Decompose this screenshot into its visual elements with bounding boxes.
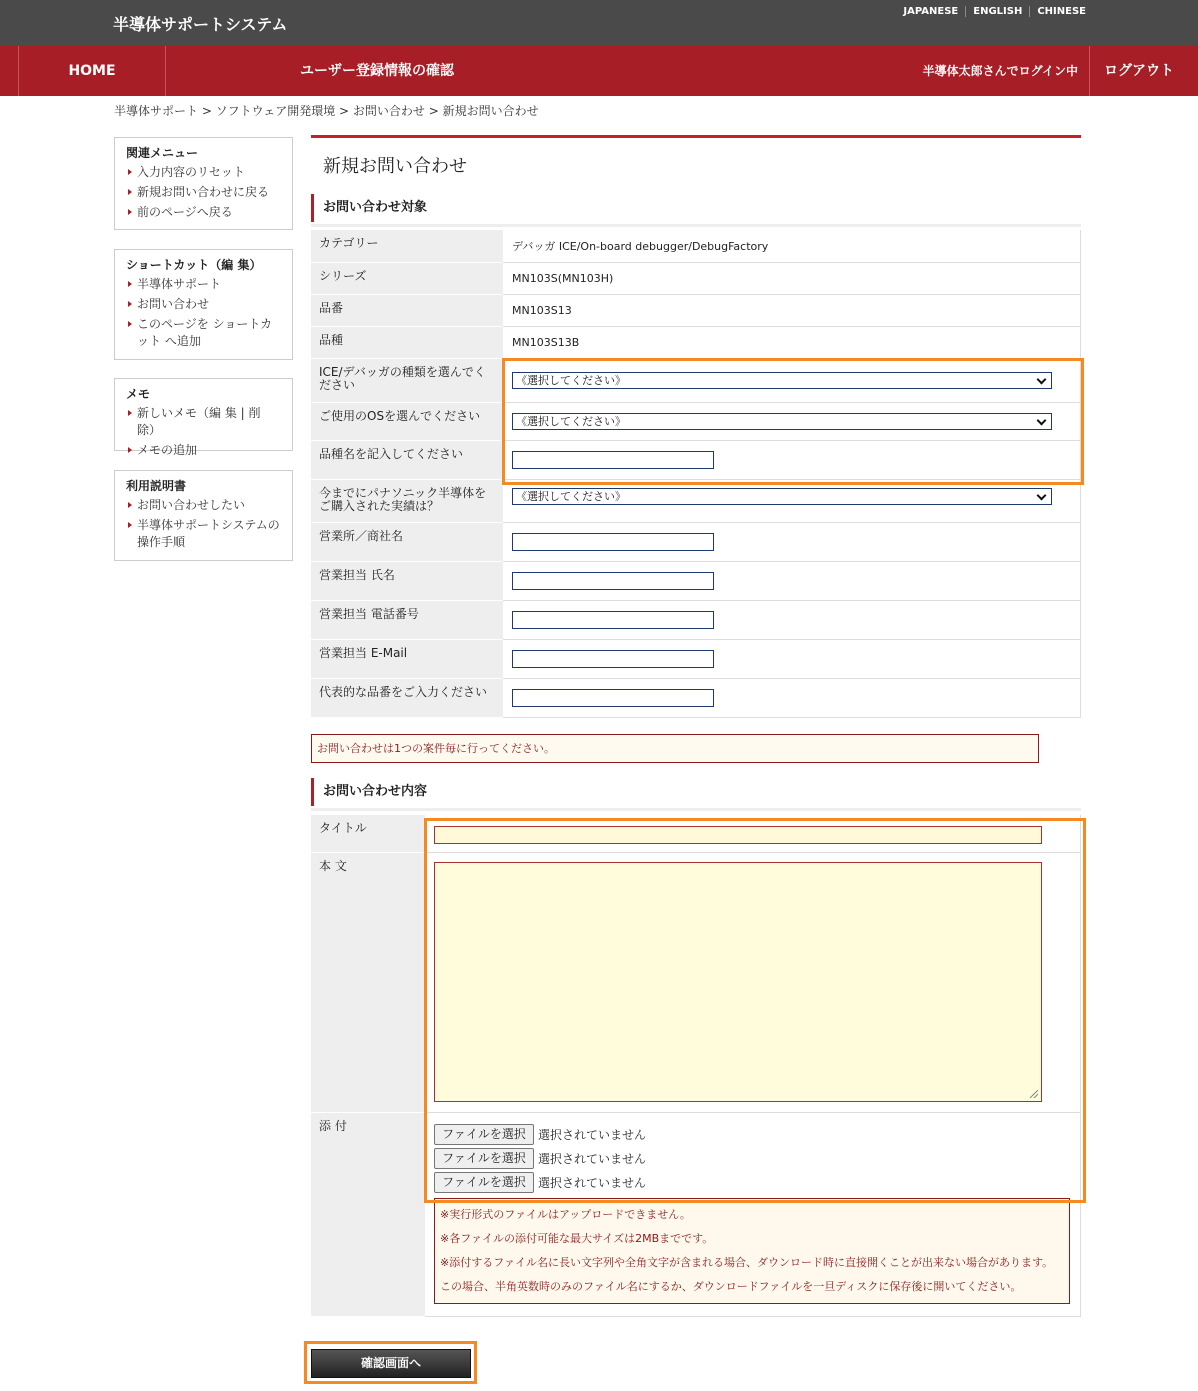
sidebar-link-add-memo[interactable]: メモの追加 [126,442,282,459]
sidebar-memo-title: メモ [126,387,151,401]
representative-part-input[interactable] [512,689,714,707]
sales-rep-email-input[interactable] [512,650,714,668]
choose-file-button-1[interactable]: ファイルを選択 [434,1124,534,1145]
table-row [311,853,1081,1113]
category-label: カテゴリー [311,230,503,262]
section-content-heading: お問い合わせ内容 [311,778,1081,806]
body-textarea[interactable] [434,862,1042,1102]
sidebar-link-new-memo[interactable]: 新しいメモ（編 集 | 削 除） [126,405,282,439]
sales-rep-name-input[interactable] [512,572,714,590]
product-type-value: MN103S13B [503,326,1081,358]
sidebar-guide [114,470,293,561]
attachment-notes [434,1198,1070,1304]
sales-office-label: 営業所／商社名 [311,522,503,561]
file-attachment-2 [434,1146,1080,1170]
table-row [311,678,1081,717]
table-row [311,230,1081,262]
table-row [311,402,1081,440]
sales-office-input[interactable] [512,533,714,551]
representative-part-label: 代表的な品番をご入力ください [311,678,503,717]
main-nav [0,46,1198,96]
os-select[interactable]: 《選択してください》 [512,413,1052,430]
language-switcher [896,6,1086,17]
lang-japanese[interactable]: JAPANESE [903,6,959,17]
sidebar-link-reset[interactable]: 入力内容のリセット [126,164,282,181]
sales-rep-name-label: 営業担当 氏名 [311,561,503,600]
body-label: 本 文 [311,853,425,1113]
sidebar-guide-title: 利用説明書 [126,479,187,493]
table-row [311,600,1081,639]
table-row [311,561,1081,600]
sidebar-shortcut [114,249,293,360]
sidebar-memo [114,378,293,457]
part-number-label: 品番 [311,294,503,326]
ice-type-select[interactable]: 《選択してください》 [512,372,1052,389]
top-bar [0,0,1198,46]
nav-user-info-link[interactable]: ユーザー登録情報の確認 [300,63,454,79]
confirm-button[interactable]: 確認画面へ [311,1349,471,1378]
product-name-input[interactable] [512,451,714,469]
sidebar-link-operation-guide[interactable]: 半導体サポートシステムの 操作手順 [126,517,282,551]
sidebar-shortcut-title[interactable]: ショートカット（編 集） [126,258,262,272]
table-row [311,326,1081,358]
ice-type-label: ICE/デバッガの種類を選んでください [311,358,503,402]
page-title: 新規お問い合わせ [323,156,467,177]
table-row [311,815,1081,853]
note-line: この場合、半角英数時のみのファイル名にするか、ダウンロードファイルを一旦ディスクに保存後に開いてください。 [440,1280,1022,1293]
choose-file-button-3[interactable]: ファイルを選択 [434,1172,534,1193]
note-line: ※実行形式のファイルはアップロードできません。 [440,1208,691,1221]
sales-rep-email-label: 営業担当 E-Mail [311,639,503,678]
sidebar-link-prev-page[interactable]: 前のページへ戻る [126,204,282,221]
main-content [311,135,1081,1317]
sidebar-link-add-shortcut[interactable]: このページを ショートカット へ追加 [126,316,282,350]
breadcrumb[interactable]: 半導体サポート > ソフトウェア開発環境 > お問い合わせ > 新規お問い合わせ [114,104,539,118]
title-label: タイトル [311,815,425,853]
table-row [311,294,1081,326]
sidebar-related-menu [114,137,293,230]
table-row [311,440,1081,479]
series-label: シリーズ [311,262,503,294]
category-value: デバッガ ICE/On-board debugger/DebugFactory [503,230,1081,262]
purchase-history-label: 今までにパナソニック半導体をご購入された実績は？ [311,479,503,522]
site-title[interactable]: 半導体サポートシステム [113,15,288,34]
product-name-label: 品種名を記入してください [311,440,503,479]
section-target-heading: お問い合わせ対象 [311,194,1081,222]
file-attachment-1 [434,1122,1080,1146]
login-status: 半導体太郎さんでログイン中 [922,64,1078,78]
file-attachment-3 [434,1170,1080,1194]
sidebar-link-back-to-new[interactable]: 新規お問い合わせに戻る [126,184,282,201]
sidebar-link-howto-inquiry[interactable]: お問い合わせしたい [126,497,282,514]
os-label: ご使用のOSを選んでください [311,402,503,440]
lang-english[interactable]: ENGLISH [965,6,1029,17]
attachment-label: 添 付 [311,1113,425,1317]
purchase-history-select[interactable]: 《選択してください》 [512,488,1052,505]
note-line: ※各ファイルの添付可能な最大サイズは2MBまでです。 [440,1232,714,1245]
nav-home[interactable]: HOME [18,46,166,96]
one-case-notice: お問い合わせは1つの案件毎に行ってください。 [311,734,1039,763]
table-row [311,479,1081,522]
table-row [311,1113,1081,1317]
part-number-value: MN103S13 [503,294,1081,326]
file-status-1: 選択されていません [538,1127,647,1142]
title-input[interactable] [434,826,1042,844]
series-value: MN103S(MN103H) [503,262,1081,294]
product-type-label: 品種 [311,326,503,358]
lang-chinese[interactable]: CHINESE [1029,6,1086,17]
table-row [311,522,1081,561]
table-row [311,358,1081,402]
logout-button[interactable]: ログアウト [1089,46,1198,96]
sidebar-link-inquiry[interactable]: お問い合わせ [126,296,282,313]
page-header [311,135,1081,187]
choose-file-button-2[interactable]: ファイルを選択 [434,1148,534,1169]
sales-rep-phone-label: 営業担当 電話番号 [311,600,503,639]
inquiry-target-table [311,230,1081,718]
table-row [311,639,1081,678]
sidebar-link-support[interactable]: 半導体サポート [126,276,282,293]
file-status-2: 選択されていません [538,1151,647,1166]
table-row [311,262,1081,294]
sales-rep-phone-input[interactable] [512,611,714,629]
note-line: ※添付するファイル名に長い文字列や全角文字が含まれる場合、ダウンロード時に直接開くことが出来ない場合があります。 [440,1256,1054,1269]
inquiry-content-table [311,815,1081,1318]
sidebar-related-title: 関連メニュー [126,146,199,160]
file-status-3: 選択されていません [538,1175,647,1190]
